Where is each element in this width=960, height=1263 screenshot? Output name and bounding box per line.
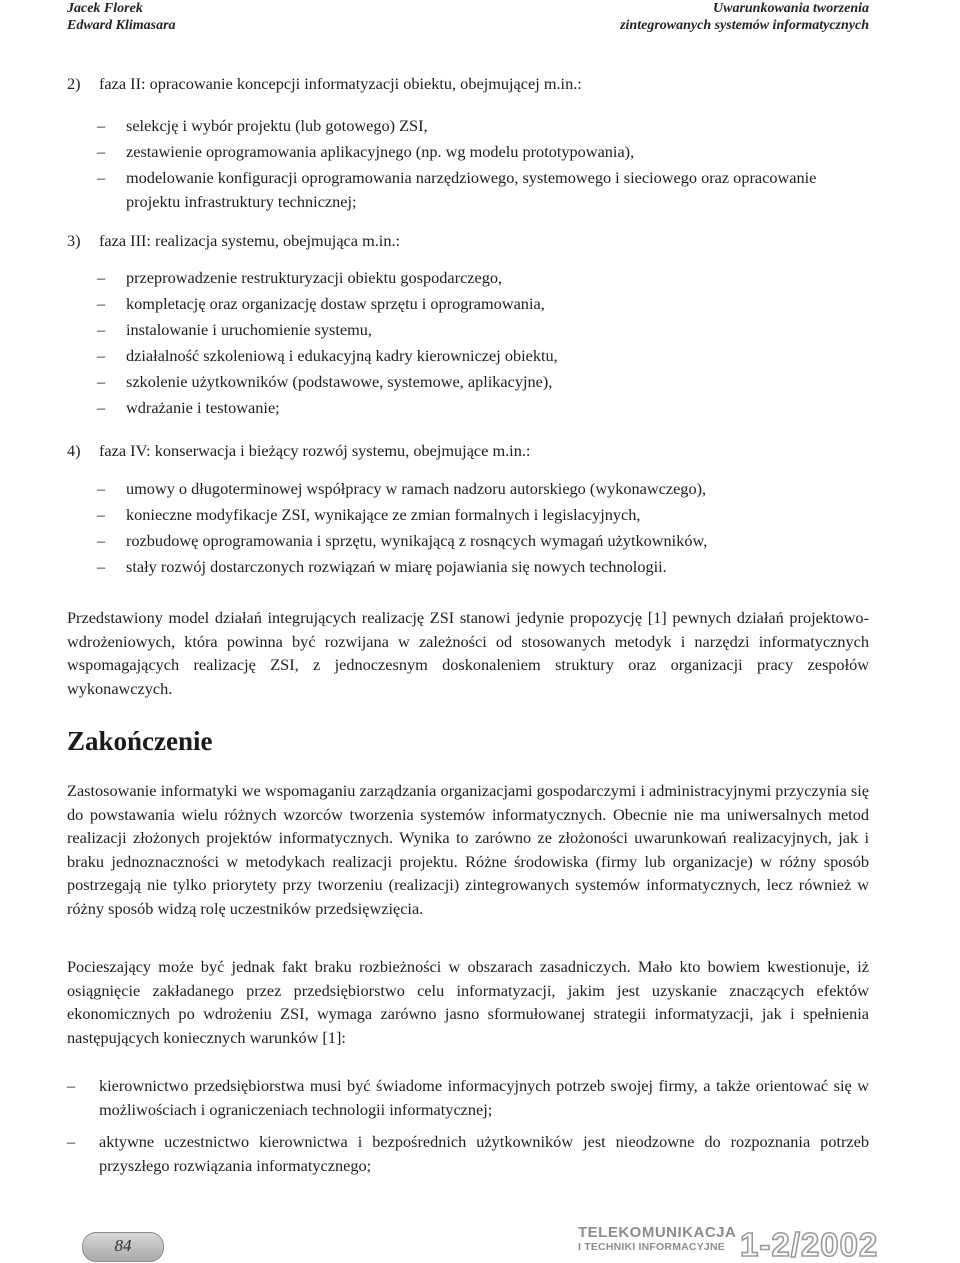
list-item: – aktywne uczestnictwo kierownictwa i bezpośrednich użytkowników jest nieodzowne do rozpoznania potrzeb przyszłego rozwiązania informatycznego; — [67, 1130, 869, 1177]
phase-number: 4) — [67, 441, 81, 460]
list-item: – modelowanie konfiguracji oprogramowania narzędziowego, systemowego i sieciowego oraz opracowanie projektu infrastruktury technicznej; — [67, 166, 869, 213]
header-title — [620, 0, 869, 34]
phase-2-heading — [67, 72, 869, 96]
phase-3-list — [67, 266, 869, 422]
list-item: – rozbudowę oprogramowania i sprzętu, wynikającą z rosnących wymagań użytkowników, — [67, 529, 869, 553]
journal-name-line: I TECHNIKI INFORMACYJNE — [578, 1241, 725, 1253]
list-item: – zestawienie oprogramowania aplikacyjnego (np. wg modelu prototypowania), — [67, 140, 869, 164]
phase-4-heading — [67, 439, 869, 463]
journal-name — [578, 1225, 736, 1253]
list-item: – selekcję i wybór projektu (lub gotowego) ZSI, — [67, 114, 869, 138]
conclusion-paragraph-1: Zastosowanie informatyki we wspomaganiu zarządzania organizacjami gospodarczymi i administracyjnymi przyczynia się do powstawania wielu różnych wzorców tworzenia systemów informatycznych. Obecnie nie ma uniwersalnych metod realizacji złożonych projektów informatycznych. Wynika to zarówno ze złożoności uwarunkowań realizacyjnych, jak i braku jednoznaczności w metodykach realizacji projektu. Różne środowiska (firmy lub organizacje) w różny sposób postrzegają nie tylko priorytety przy tworzeniu (realizacji) zintegrowanych systemów informatycznych, lecz również w różny sposób widzą rolę uczestników przedsięwzięcia. — [67, 781, 869, 918]
list-item: – kompletację oraz organizację dostaw sprzętu i oprogramowania, — [67, 292, 869, 316]
list-item: – umowy o długoterminowej współpracy w ramach nadzoru autorskiego (wykonawczego), — [67, 477, 869, 501]
running-title-line: Uwarunkowania tworzenia — [713, 1, 869, 16]
phase-text: faza II: opracowanie koncepcji informatyzacji obiektu, obejmującej m.in.: — [99, 74, 582, 93]
list-item: – kierownictwo przedsiębiorstwa musi być świadome informacyjnych potrzeb swojej firmy, a także orientować się w możliwościach i ograniczeniach technologii informatycznej; — [67, 1074, 869, 1121]
author-name: Jacek Florek — [67, 1, 143, 16]
phase-4-list — [67, 477, 869, 581]
running-title-line: zintegrowanych systemów informatycznych — [620, 18, 869, 33]
list-item: – instalowanie i uruchomienie systemu, — [67, 318, 869, 342]
model-paragraph: Przedstawiony model działań integrujących realizację ZSI stanowi jedynie propozycję [1] pewnych działań projektowo-wdrożeniowych, która powinna być rozwijana w zależności od stosowanych metodyk i narzędzi informatycznych wspomagających realizację ZSI, z jednoczesnym doskonaleniem struktury oraz organizacji pracy zespołów wykonawczych. — [67, 608, 869, 698]
phase-text: faza III: realizacja systemu, obejmująca m.in.: — [99, 231, 401, 250]
page-footer — [0, 1225, 960, 1263]
list-item: – szkolenie użytkowników (podstawowe, systemowe, aplikacyjne), — [67, 370, 869, 394]
conclusion-paragraph-2: Pocieszający może być jednak fakt braku rozbieżności w obszarach zasadniczych. Mało kto bowiem kwestionuje, iż osiągnięcie zakładanego przez przedsiębiorstwo celu informatyzacji, jakim jest uzyskanie znaczących efektów ekonomicznych po wdrożeniu ZSI, wymaga zarówno jasno sformułowanej strategii informatyzacji, jak i spełnienia następujących koniecznych warunków [1]: — [67, 957, 869, 1047]
phase-2-list — [67, 114, 869, 216]
page-number: 84 — [114, 1236, 132, 1255]
list-item: – działalność szkoleniową i edukacyjną kadry kierowniczej obiektu, — [67, 344, 869, 368]
list-item: – konieczne modyfikacje ZSI, wynikające ze zmian formalnych i legislacyjnych, — [67, 503, 869, 527]
phase-number: 3) — [67, 231, 81, 250]
section-title: Zakończenie — [67, 726, 213, 756]
header-authors — [67, 0, 176, 34]
author-name: Edward Klimasara — [67, 18, 176, 33]
conditions-list — [67, 1074, 869, 1186]
journal-name-line: TELEKOMUNIKACJA — [578, 1224, 737, 1241]
issue-number: 1-2/2002 — [740, 1226, 879, 1263]
list-item: – stały rozwój dostarczonych rozwiązań w miarę pojawiania się nowych technologii. — [67, 555, 869, 579]
page-number-badge — [82, 1232, 164, 1262]
list-item: – wdrażanie i testowanie; — [67, 396, 869, 420]
phase-number: 2) — [67, 74, 81, 93]
list-item: – przeprowadzenie restrukturyzacji obiektu gospodarczego, — [67, 266, 869, 290]
phase-3-heading — [67, 229, 869, 253]
phase-text: faza IV: konserwacja i bieżący rozwój systemu, obejmujące m.in.: — [99, 441, 531, 460]
